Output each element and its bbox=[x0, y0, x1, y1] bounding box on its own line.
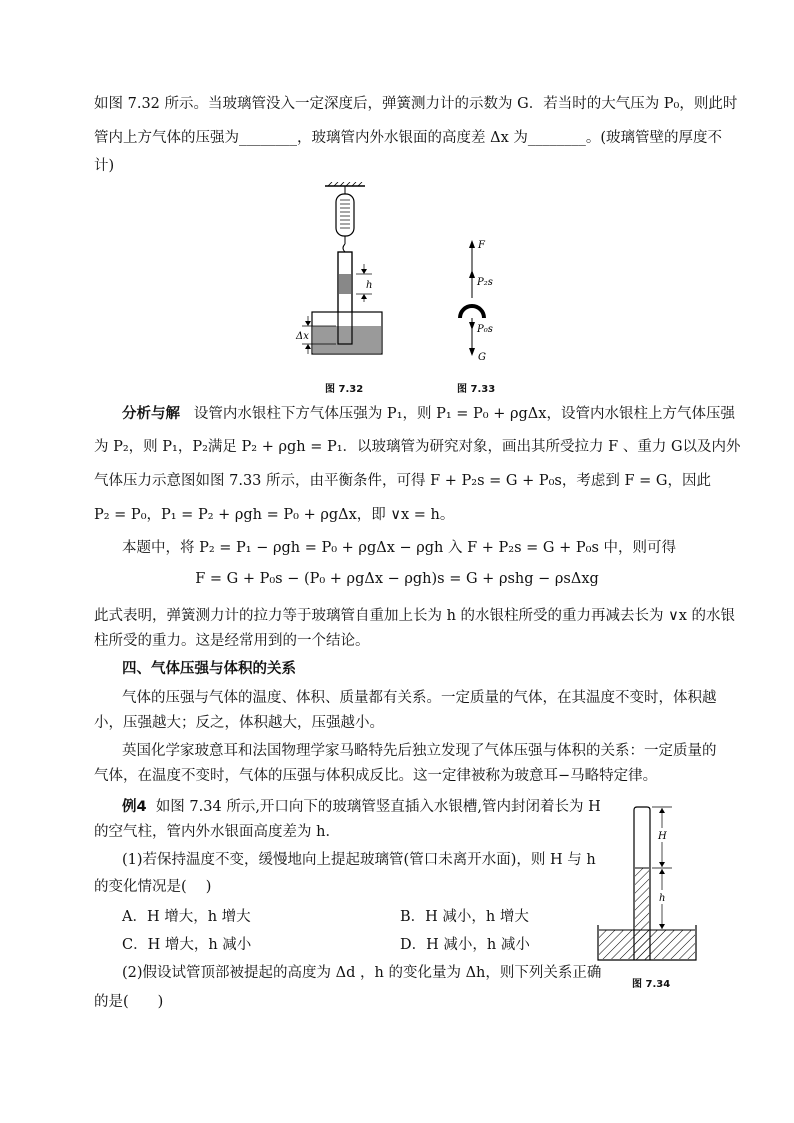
text-line: 柱所受的重力。这是经常用到的一个结论。 bbox=[94, 633, 370, 649]
text-line: 的是( ) bbox=[94, 994, 164, 1010]
option-b: B．H 减小，h 增大 bbox=[400, 909, 529, 925]
figure-7-34 bbox=[592, 800, 702, 970]
option-c: C．H 增大，h 减小 bbox=[122, 937, 252, 953]
text-line: 气体压力示意图如图 7.33 所示，由平衡条件，可得 F + P₂s = G + P₀s，考虑到 F = G，因此 bbox=[94, 473, 711, 489]
label-h: h bbox=[659, 893, 666, 904]
figure-7-32 bbox=[290, 182, 400, 367]
text-line: (1)若保持温度不变，缓慢地向上提起玻璃管(管口未离开水面)，则 H 与 h bbox=[122, 852, 596, 868]
text-line: 为 P₂，则 P₁，P₂满足 P₂ + ρgh = P₁．以玻璃管为研究对象，画出其所受拉力 F 、重力 G以及内外 bbox=[94, 439, 741, 455]
text-line: 的变化情况是( ) bbox=[94, 879, 212, 895]
label-G: G bbox=[478, 352, 486, 363]
analysis-line bbox=[122, 404, 735, 424]
label-F: F bbox=[478, 240, 485, 251]
caption-7-34: 图 7.34 bbox=[632, 979, 671, 990]
example-text: 如图 7.34 所示,开口向下的玻璃管竖直插入水银槽,管内封闭着长为 H bbox=[155, 799, 601, 815]
example-line bbox=[122, 797, 601, 817]
text-line: 本题中，将 P₂ = P₁ − ρgh = P₀ + ρgΔx − ρgh 入 F + P₂s = G + P₀s 中，则可得 bbox=[122, 540, 676, 556]
text-line: P₂ = P₀，P₁ = P₂ + ρgh = P₀ + ρgΔx，即 ∨x = h。 bbox=[94, 507, 455, 523]
analysis-text: 设管内水银柱下方气体压强为 P₁，则 P₁ = P₀ + ρgΔx，设管内水银柱上方气体压强 bbox=[193, 406, 735, 422]
equation: F = G + P₀s − (P₀ + ρgΔx − ρgh)s = G + ρshg − ρsΔxg bbox=[195, 571, 599, 587]
text-line: 小，压强越大；反之，体积越大，压强越小。 bbox=[94, 715, 384, 731]
analysis-heading: 分析与解 bbox=[122, 406, 180, 422]
text-line: 计) bbox=[94, 158, 115, 174]
label-P0s: P₀s bbox=[477, 324, 493, 335]
text-line: 如图 7.32 所示。当玻璃管没入一定深度后，弹簧测力计的示数为 G．若当时的大气压为 P₀，则此时 bbox=[94, 96, 738, 112]
label-P2s: P₂s bbox=[477, 277, 493, 288]
text-line: 气体，在温度不变时，气体的压强与体积成反比。这一定律被称为玻意耳−马略特定律。 bbox=[94, 768, 658, 784]
text-line: 气体的压强与气体的温度、体积、质量都有关系。一定质量的气体，在其温度不变时，体积越 bbox=[122, 690, 717, 706]
example-heading: 例4 bbox=[122, 799, 147, 815]
option-a: A．H 增大，h 增大 bbox=[122, 909, 251, 925]
section-heading: 四、气体压强与体积的关系 bbox=[122, 661, 296, 677]
figure-7-33 bbox=[450, 236, 510, 366]
text-line: 的空气柱，管内外水银面高度差为 h． bbox=[94, 824, 340, 840]
caption-7-33: 图 7.33 bbox=[457, 384, 496, 395]
option-d: D．H 减小，h 减小 bbox=[400, 937, 530, 953]
text-line: (2)假设试管顶部被提起的高度为 Δd ，h 的变化量为 Δh，则下列关系正确 bbox=[122, 965, 602, 981]
label-dx: Δx bbox=[296, 331, 309, 342]
text-line: 此式表明，弹簧测力计的拉力等于玻璃管自重加上长为 h 的水银柱所受的重力再减去长为 ∨x 的水银 bbox=[94, 608, 736, 624]
label-h: h bbox=[366, 280, 373, 291]
text-line: 英国化学家玻意耳和法国物理学家马略特先后独立发现了气体压强与体积的关系：一定质量的 bbox=[122, 743, 717, 759]
label-H: H bbox=[658, 831, 667, 842]
text-line: 管内上方气体的压强为________，玻璃管内外水银面的高度差 Δx 为________。(玻璃管壁的厚度不 bbox=[94, 130, 723, 146]
caption-7-32: 图 7.32 bbox=[325, 384, 364, 395]
